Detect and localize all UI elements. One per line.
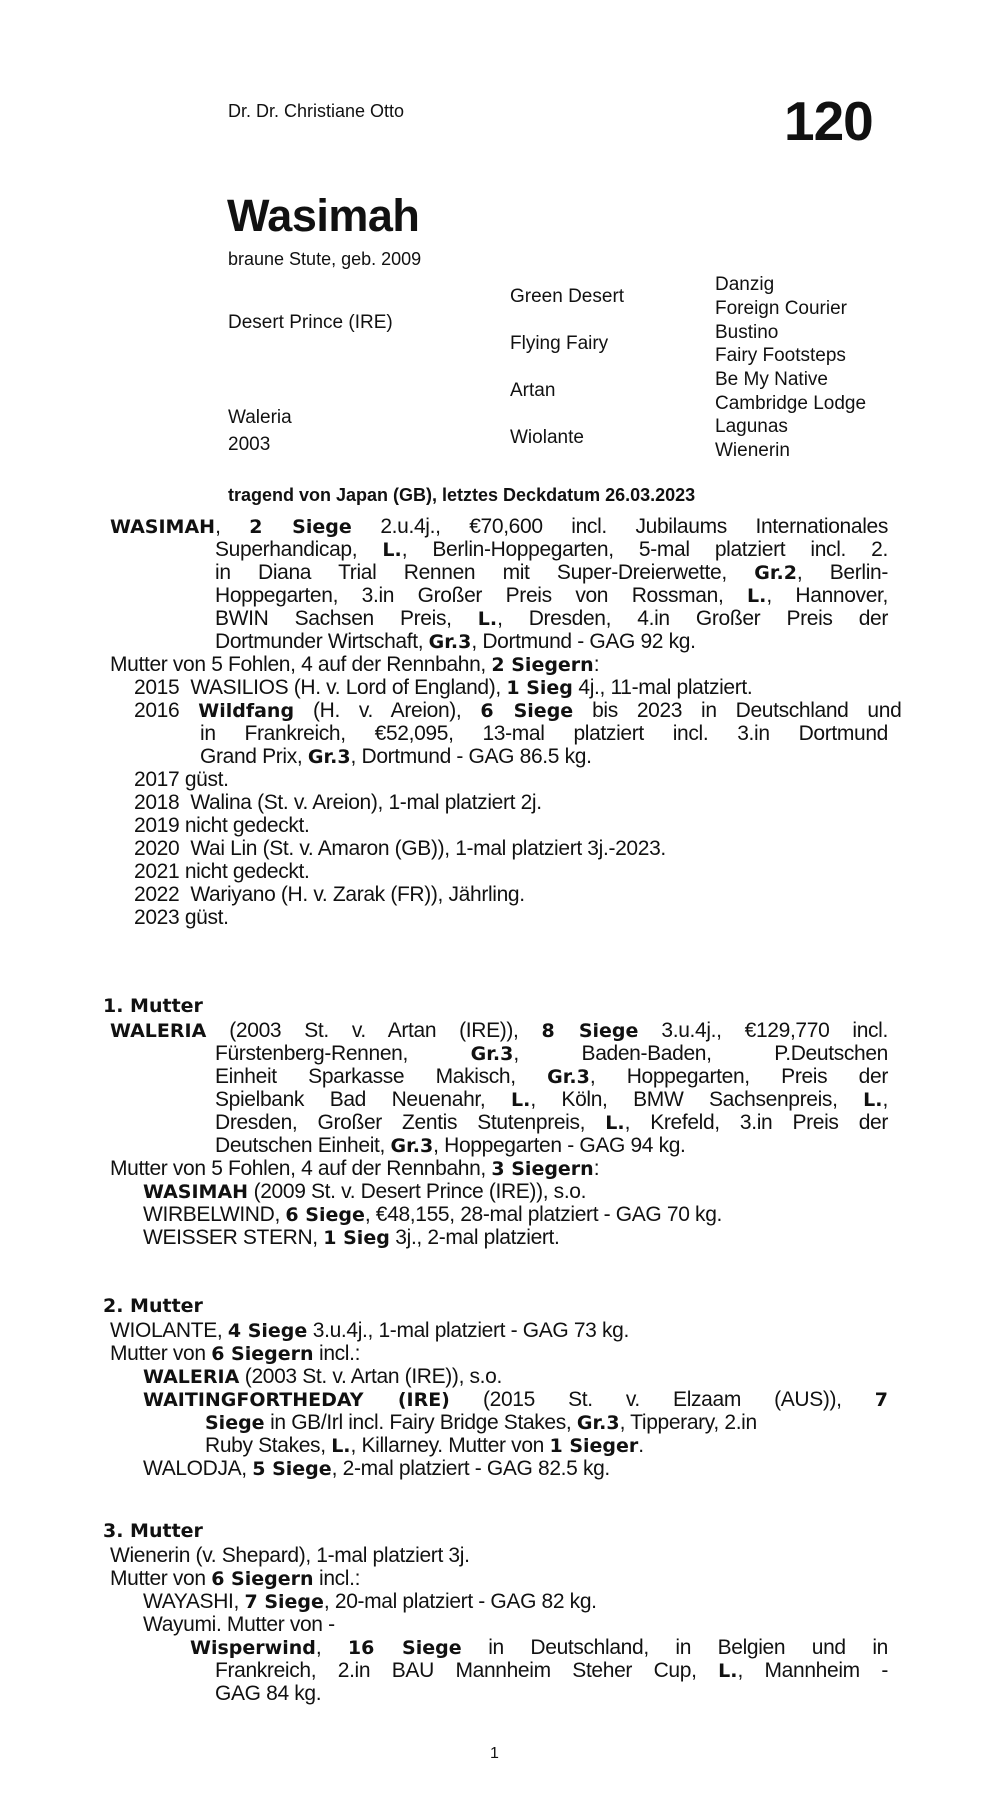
text: Spielbank Bad Neuenahr, bbox=[215, 1088, 511, 1111]
dam-record-line bbox=[215, 1135, 686, 1156]
produce-item bbox=[134, 677, 752, 698]
text: , 20-mal platziert - GAG 82 kg. bbox=[323, 1590, 597, 1613]
offspring-name: WALERIA bbox=[143, 1366, 240, 1388]
dam-produce-summary bbox=[110, 1343, 360, 1364]
pedigree-gen3-8: Wienerin bbox=[715, 440, 790, 461]
record-line bbox=[215, 539, 888, 560]
text: Dortmunder Wirtschaft, bbox=[215, 630, 429, 653]
dam-name: WALERIA bbox=[110, 1020, 207, 1042]
text: Walina (St. v. Areion), 1-mal platziert 2j. bbox=[190, 791, 542, 814]
record-line bbox=[215, 631, 696, 652]
pedigree-gen3-7: Lagunas bbox=[715, 416, 788, 437]
text: Frankreich, 2.in BAU Mannheim Steher Cup, bbox=[215, 1659, 719, 1682]
text: . bbox=[638, 1434, 644, 1457]
text: in Diana Trial Rennen mit Super-Dreierwette, bbox=[215, 561, 755, 584]
race-grade: L. bbox=[863, 1089, 883, 1111]
text: in GB/Irl incl. Fairy Bridge Stakes, bbox=[264, 1411, 577, 1434]
text: Grand Prix, bbox=[200, 745, 308, 768]
text: WASILIOS (H. v. Lord of England), bbox=[190, 676, 507, 699]
text: , Hannover, bbox=[766, 584, 889, 607]
produce-year: 2018 bbox=[134, 791, 180, 814]
text: (2003 St. v. Artan (IRE)), s.o. bbox=[239, 1365, 502, 1388]
pregnancy-note: tragend von Japan (GB), letztes Deckdatum 26.03.2023 bbox=[228, 485, 696, 505]
offspring-item-continuation bbox=[215, 1660, 888, 1681]
race-grade: L. bbox=[477, 608, 498, 630]
text: 3j., 2-mal platziert. bbox=[389, 1226, 560, 1249]
offspring-name: WASIMAH bbox=[143, 1181, 249, 1203]
horse-name: Wasimah bbox=[227, 190, 420, 241]
pedigree-gen3-2: Foreign Courier bbox=[715, 298, 847, 319]
pedigree-dam-year: 2003 bbox=[228, 434, 271, 455]
text: WEISSER STERN, bbox=[143, 1226, 324, 1249]
text: Ruby Stakes, bbox=[205, 1434, 332, 1457]
race-grade: Gr.3 bbox=[576, 1412, 620, 1434]
section-heading: 1. Mutter bbox=[103, 995, 203, 1017]
text: Fürstenberg-Rennen, bbox=[215, 1042, 471, 1065]
produce-item bbox=[134, 861, 310, 882]
text: 3.u.4j., €129,770 incl. bbox=[638, 1019, 888, 1042]
text: Wai Lin (St. v. Amaron (GB)), 1-mal platziert 3j.-2023. bbox=[190, 837, 666, 860]
offspring-item bbox=[143, 1181, 586, 1202]
dam-record-line bbox=[110, 1020, 888, 1041]
text: Mutter von 5 Fohlen, 4 auf der Rennbahn, bbox=[110, 653, 492, 676]
dam-record-line: Wienerin (v. Shepard), 1-mal platziert 3j. bbox=[110, 1544, 470, 1567]
offspring-item bbox=[143, 1227, 560, 1248]
text: , bbox=[882, 1088, 888, 1111]
pedigree-gen3-1: Danzig bbox=[715, 274, 775, 295]
text: güst. bbox=[184, 906, 229, 929]
race-grade: L. bbox=[511, 1089, 531, 1111]
record-line bbox=[215, 562, 888, 583]
text: in Deutschland, in Belgien und in bbox=[461, 1636, 888, 1659]
offspring-name: WAITINGFORTHEDAY (IRE) bbox=[143, 1389, 450, 1411]
produce-item-continuation bbox=[200, 746, 592, 767]
produce-item bbox=[134, 700, 901, 721]
winners-count: 3 Siegern bbox=[491, 1158, 594, 1180]
winners-count: 6 Siegern bbox=[211, 1343, 314, 1365]
text: , Dresden, 4.in Großer Preis der bbox=[497, 607, 888, 630]
text: Mutter von 5 Fohlen, 4 auf der Rennbahn, bbox=[110, 1157, 492, 1180]
pedigree-dam-sire: Artan bbox=[510, 380, 556, 401]
page-number: 1 bbox=[490, 1745, 499, 1762]
pedigree-gen3-5: Be My Native bbox=[715, 369, 828, 390]
text: , Krefeld, 3.in Preis der bbox=[624, 1111, 888, 1134]
wins-count: 6 Siege bbox=[480, 700, 574, 722]
dam-produce-summary bbox=[110, 1158, 599, 1179]
offspring-item bbox=[190, 1637, 888, 1658]
offspring-item-continuation: GAG 84 kg. bbox=[215, 1682, 322, 1705]
pedigree-gen3-6: Cambridge Lodge bbox=[715, 393, 867, 414]
wins-count: 16 Siege bbox=[347, 1637, 462, 1659]
winners-count: 6 Siegern bbox=[211, 1568, 314, 1590]
text: (2003 St. v. Artan (IRE)), bbox=[206, 1019, 542, 1042]
produce-year: 2021 bbox=[134, 860, 180, 883]
race-grade: Gr.3 bbox=[547, 1066, 590, 1088]
offspring-item bbox=[143, 1366, 502, 1387]
text: , €48,155, 28-mal platziert - GAG 70 kg. bbox=[364, 1203, 723, 1226]
wins-count: 5 Siege bbox=[252, 1458, 332, 1480]
text: , Baden-Baden, P.Deutschen bbox=[513, 1042, 888, 1065]
text: , bbox=[215, 515, 250, 538]
catalog-number: 120 bbox=[784, 90, 873, 152]
winners-count: 2 Siegern bbox=[491, 654, 594, 676]
winners-count: 1 Sieger bbox=[549, 1435, 639, 1457]
produce-year: 2023 bbox=[134, 906, 180, 929]
text: , Berlin- bbox=[796, 561, 889, 584]
produce-year: 2020 bbox=[134, 837, 180, 860]
text: (2009 St. v. Desert Prince (IRE)), s.o. bbox=[248, 1180, 587, 1203]
text: WAYASHI, bbox=[143, 1590, 245, 1613]
race-grade: Gr.2 bbox=[754, 562, 797, 584]
wins-count: 4 Siege bbox=[227, 1320, 308, 1342]
text: Dresden, Großer Zentis Stutenpreis, bbox=[215, 1111, 606, 1134]
produce-item-continuation bbox=[200, 723, 888, 744]
produce-item bbox=[134, 838, 666, 859]
dam-produce-summary bbox=[110, 1568, 360, 1589]
wins-label: Siege bbox=[205, 1412, 265, 1434]
produce-item bbox=[134, 769, 229, 790]
text: , Köln, BMW Sachsenpreis, bbox=[530, 1088, 864, 1111]
produce-year: 2022 bbox=[134, 883, 180, 906]
wins-count: 2 Siege bbox=[249, 516, 352, 538]
text: , Mannheim - bbox=[737, 1659, 888, 1682]
text: incl.: bbox=[313, 1342, 361, 1365]
race-grade: L. bbox=[718, 1660, 738, 1682]
pedigree-dam-dam: Wiolante bbox=[510, 427, 584, 448]
text: , Dortmund - GAG 86.5 kg. bbox=[350, 745, 592, 768]
race-grade: Gr.3 bbox=[390, 1135, 434, 1157]
offspring-item-continuation bbox=[205, 1435, 644, 1456]
race-grade: L. bbox=[331, 1435, 351, 1457]
text: 4j., 11-mal platziert. bbox=[572, 676, 753, 699]
produce-year: 2015 bbox=[134, 676, 180, 699]
produce-item bbox=[134, 815, 310, 836]
record-line bbox=[110, 516, 888, 537]
offspring-item: Wayumi. Mutter von - bbox=[143, 1613, 335, 1636]
text: incl.: bbox=[313, 1567, 361, 1590]
text: Mutter von bbox=[110, 1342, 212, 1365]
text: (2015 St. v. Elzaam (AUS)), bbox=[449, 1388, 875, 1411]
dam-record-line bbox=[215, 1112, 888, 1133]
produce-name: Wildfang bbox=[198, 700, 295, 722]
text: bis 2023 in Deutschland und bbox=[573, 699, 902, 722]
text: Superhandicap, bbox=[215, 538, 383, 561]
pedigree-gen3-3: Bustino bbox=[715, 322, 779, 343]
text: güst. bbox=[184, 768, 229, 791]
wins-count: 7 Siege bbox=[244, 1591, 324, 1613]
text: nicht gedeckt. bbox=[184, 860, 310, 883]
text: WIRBELWIND, bbox=[143, 1203, 286, 1226]
text: Mutter von bbox=[110, 1567, 212, 1590]
offspring-item-continuation bbox=[205, 1412, 757, 1433]
author-name: Dr. Dr. Christiane Otto bbox=[228, 101, 405, 121]
text: , bbox=[315, 1636, 348, 1659]
pedigree-sire-dam: Flying Fairy bbox=[510, 333, 609, 354]
record-horse-name: WASIMAH bbox=[110, 516, 216, 538]
race-grade: L. bbox=[605, 1112, 625, 1134]
text: , Killarney. Mutter von bbox=[350, 1434, 550, 1457]
section-heading: 2. Mutter bbox=[103, 1295, 203, 1317]
text: , Dortmund - GAG 92 kg. bbox=[471, 630, 696, 653]
section-heading: 3. Mutter bbox=[103, 1520, 203, 1542]
wins-count: 6 Siege bbox=[285, 1204, 365, 1226]
produce-item bbox=[134, 884, 525, 905]
produce-summary bbox=[110, 654, 599, 675]
pedigree-sire-sire: Green Desert bbox=[510, 286, 625, 307]
text: 3.u.4j., 1-mal platziert - GAG 73 kg. bbox=[307, 1319, 629, 1342]
text: Hoppegarten, 3.in Großer Preis von Rossman, bbox=[215, 584, 748, 607]
produce-item bbox=[134, 907, 229, 928]
text: WIOLANTE, bbox=[110, 1319, 228, 1342]
wins-count: 7 bbox=[874, 1389, 888, 1411]
text: WALODJA, bbox=[143, 1457, 253, 1480]
pedigree-dam: Waleria bbox=[228, 407, 292, 428]
text: , Berlin-Hoppegarten, 5-mal platziert incl. 2. bbox=[401, 538, 888, 561]
offspring-item bbox=[143, 1204, 722, 1225]
race-grade: Gr.3 bbox=[470, 1043, 514, 1065]
produce-item bbox=[134, 792, 542, 813]
produce-year: 2019 bbox=[134, 814, 180, 837]
offspring-item bbox=[143, 1389, 888, 1410]
text: : bbox=[593, 653, 600, 676]
race-grade: Gr.3 bbox=[428, 631, 472, 653]
produce-year: 2017 bbox=[134, 768, 180, 791]
wins-count: 8 Siege bbox=[541, 1020, 639, 1042]
text: , 2-mal platziert - GAG 82.5 kg. bbox=[331, 1457, 610, 1480]
pedigree-sire: Desert Prince (IRE) bbox=[228, 312, 393, 333]
text: Einheit Sparkasse Makisch, bbox=[215, 1065, 548, 1088]
text: , Hoppegarten, Preis der bbox=[589, 1065, 888, 1088]
text: , Hoppegarten - GAG 94 kg. bbox=[433, 1134, 686, 1157]
text: BWIN Sachsen Preis, bbox=[215, 607, 478, 630]
offspring-item bbox=[143, 1458, 610, 1479]
race-grade: L. bbox=[747, 585, 767, 607]
dam-record-line bbox=[110, 1320, 629, 1341]
text: nicht gedeckt. bbox=[184, 814, 310, 837]
horse-description: braune Stute, geb. 2009 bbox=[228, 249, 422, 269]
text: Wariyano (H. v. Zarak (FR)), Jährling. bbox=[190, 883, 525, 906]
produce-year: 2016 bbox=[134, 699, 180, 722]
text: (H. v. Areion), bbox=[294, 699, 481, 722]
dam-record-line bbox=[215, 1066, 888, 1087]
text: : bbox=[593, 1157, 600, 1180]
wins-count: 1 Sieg bbox=[323, 1227, 390, 1249]
text: Deutschen Einheit, bbox=[215, 1134, 391, 1157]
race-grade: Gr.3 bbox=[307, 746, 351, 768]
offspring-name: Wisperwind bbox=[190, 1637, 316, 1659]
offspring-item bbox=[143, 1591, 597, 1612]
text: in Frankreich, €52,095, 13-mal platziert incl. 3.in Dortmund bbox=[200, 722, 888, 745]
record-line bbox=[215, 585, 888, 606]
text: 2.u.4j., €70,600 incl. Jubilaums Internationales bbox=[351, 515, 889, 538]
record-line bbox=[215, 608, 888, 629]
dam-record-line bbox=[215, 1089, 888, 1110]
race-grade: L. bbox=[382, 539, 402, 561]
dam-record-line bbox=[215, 1043, 888, 1064]
pedigree-gen3-4: Fairy Footsteps bbox=[715, 345, 846, 366]
text: , Tipperary, 2.in bbox=[619, 1411, 757, 1434]
wins-count: 1 Sieg bbox=[506, 677, 573, 699]
